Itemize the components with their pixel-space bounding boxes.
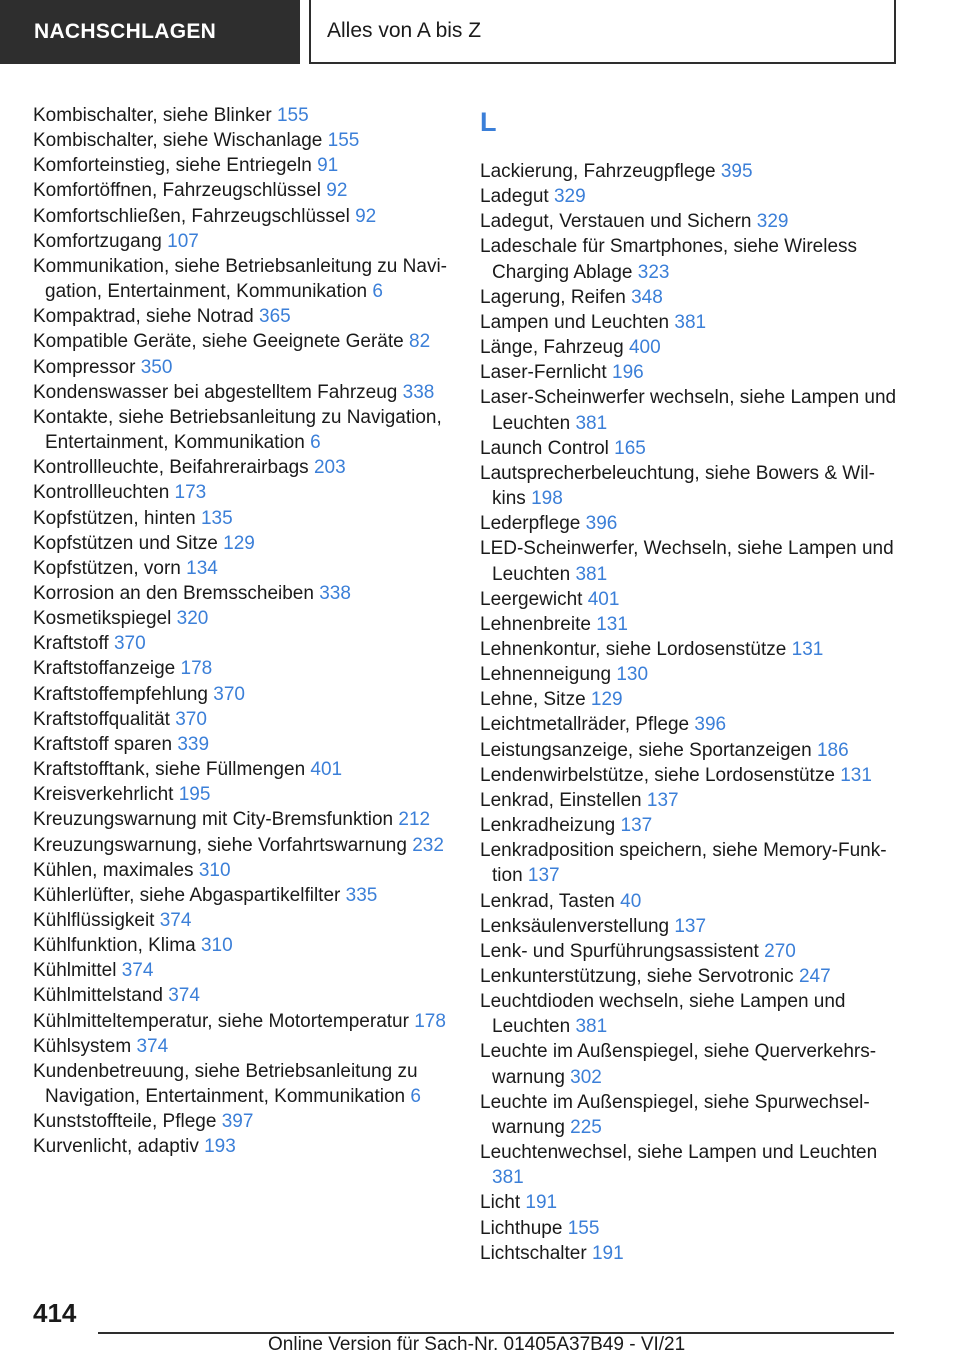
index-entry-term: Kompressor bbox=[33, 356, 136, 378]
page-reference-link[interactable]: 178 bbox=[414, 1010, 446, 1032]
index-entry bbox=[480, 738, 900, 763]
index-entry-term: Kraftstofftank, siehe Füllmengen bbox=[33, 759, 306, 781]
index-entry bbox=[33, 506, 463, 531]
page-reference-link[interactable]: 401 bbox=[587, 588, 620, 610]
index-entry-term: Kopfstützen und Sitze bbox=[33, 532, 218, 554]
index-entry-term: Lehnenkontur, siehe Lordosenstütze bbox=[480, 638, 787, 660]
index-entry-term: Lenkradposition speichern, siehe Memory-Funktion bbox=[480, 840, 887, 887]
page-reference-link[interactable]: 191 bbox=[525, 1192, 558, 1214]
index-entry-term: Komfortschließen, Fahrzeugschlüssel bbox=[33, 205, 350, 227]
index-entry-term: Leuchtenwechsel, siehe Lampen und Leuchten bbox=[480, 1142, 878, 1164]
index-entry-term: Lenksäulenverstellung bbox=[480, 915, 670, 937]
index-entry bbox=[33, 329, 463, 354]
index-entry bbox=[480, 964, 900, 989]
page-reference-link[interactable]: 137 bbox=[646, 789, 679, 811]
index-entry bbox=[480, 1190, 900, 1215]
index-entry-term: Kombischalter, siehe Blinker bbox=[33, 105, 272, 126]
index-entry bbox=[480, 536, 900, 586]
index-entry bbox=[33, 833, 463, 858]
page-reference-link[interactable]: 401 bbox=[310, 759, 343, 781]
index-column-left bbox=[33, 103, 463, 1160]
index-entry-term: Lichtschalter bbox=[480, 1242, 587, 1264]
index-entry bbox=[480, 1140, 900, 1190]
index-entry bbox=[480, 889, 900, 914]
index-entry bbox=[480, 838, 900, 888]
page-reference-link[interactable]: 335 bbox=[345, 884, 378, 906]
page-reference-link[interactable]: 374 bbox=[159, 910, 192, 931]
page-reference-link[interactable]: 137 bbox=[620, 815, 653, 837]
index-entry-term: Ladeschale für Smartphones, siehe Wireless Charging Ablage bbox=[480, 236, 858, 283]
index-entry bbox=[480, 612, 900, 637]
index-entry bbox=[33, 229, 463, 254]
index-entry-term: Kombischalter, siehe Wischanlage bbox=[33, 130, 323, 152]
index-entry-term: Kühlfunktion, Klima bbox=[33, 935, 196, 957]
page-reference-link[interactable]: 323 bbox=[637, 261, 670, 283]
index-entry-term: Lautsprecherbeleuchtung, siehe Bowers & Wilkins bbox=[480, 462, 875, 510]
index-entry-term: Kopfstützen, vorn bbox=[33, 557, 181, 579]
index-entry-term: Leergewicht bbox=[480, 588, 583, 610]
index-entry bbox=[33, 1034, 463, 1059]
index-entry bbox=[33, 178, 463, 203]
index-letter-heading: L bbox=[480, 107, 497, 137]
index-entry bbox=[33, 1109, 463, 1134]
page-reference-link[interactable]: 370 bbox=[175, 708, 207, 730]
index-entry-term: Leuchte im Außenspiegel, siehe Spurwechselwarnung bbox=[480, 1091, 870, 1138]
index-entry bbox=[480, 1039, 900, 1089]
page-reference-link[interactable]: 338 bbox=[319, 582, 351, 604]
index-entry-term: Korrosion an den Bremsscheiben bbox=[33, 582, 314, 604]
index-entry bbox=[33, 908, 463, 933]
index-entry bbox=[33, 153, 463, 178]
index-entry bbox=[33, 455, 463, 480]
index-entry bbox=[33, 531, 463, 556]
page-reference-link[interactable]: 155 bbox=[327, 130, 360, 152]
page-reference-link[interactable]: 191 bbox=[591, 1242, 624, 1264]
index-entry bbox=[480, 285, 900, 310]
page-reference-link[interactable]: 173 bbox=[174, 482, 207, 504]
page-reference-link[interactable]: 107 bbox=[167, 230, 199, 252]
index-entry bbox=[33, 958, 463, 983]
page-reference-link[interactable]: 129 bbox=[223, 532, 255, 554]
page-reference-link[interactable]: 6 bbox=[372, 281, 383, 303]
page-reference-link[interactable]: 396 bbox=[694, 714, 727, 736]
index-entry bbox=[480, 436, 900, 461]
index-entry-term: Kühlsystem bbox=[33, 1035, 132, 1057]
page-reference-link[interactable]: 82 bbox=[409, 331, 431, 353]
page-reference-link[interactable]: 195 bbox=[178, 784, 211, 806]
index-entry-term: Lampen und Leuchten bbox=[480, 311, 670, 333]
index-entry-term: Kommunikation, siehe Betriebsanleitung zu Navigation, Entertainment, Kommunikation bbox=[33, 255, 447, 303]
index-entry bbox=[480, 159, 900, 184]
page-reference-link[interactable]: 130 bbox=[616, 664, 649, 686]
index-entry-term: Kontakte, siehe Betriebsanleitung zu Navigation, Entertainment, Kommunikation bbox=[33, 406, 442, 454]
page-reference-link[interactable]: 198 bbox=[531, 488, 563, 510]
page-reference-link[interactable]: 381 bbox=[575, 563, 608, 585]
index-entry bbox=[33, 1134, 463, 1159]
index-entry bbox=[480, 939, 900, 964]
page-reference-link[interactable]: 134 bbox=[186, 557, 218, 579]
page-reference-link[interactable]: 348 bbox=[631, 286, 663, 308]
index-entry bbox=[33, 858, 463, 883]
page-reference-link[interactable]: 129 bbox=[590, 689, 623, 711]
page-reference-link[interactable]: 400 bbox=[628, 337, 661, 359]
page-reference-link[interactable]: 320 bbox=[176, 608, 209, 630]
index-entry-term: Leistungsanzeige, siehe Sportanzeigen bbox=[480, 739, 812, 761]
index-entry bbox=[33, 757, 463, 782]
index-entry bbox=[33, 807, 463, 832]
page-reference-link[interactable]: 339 bbox=[177, 733, 210, 755]
index-entry bbox=[33, 933, 463, 958]
index-entry bbox=[33, 682, 463, 707]
index-entry-term: Ladegut bbox=[480, 186, 549, 208]
page-reference-link[interactable]: 329 bbox=[756, 211, 789, 233]
page-reference-link[interactable]: 6 bbox=[310, 432, 321, 454]
index-entry bbox=[480, 662, 900, 687]
index-entry bbox=[480, 637, 900, 662]
index-entry-term: Kühlerlüfter, siehe Abgaspartikelfilter bbox=[33, 884, 341, 906]
index-entry bbox=[480, 788, 900, 813]
page-reference-link[interactable]: 203 bbox=[313, 457, 346, 479]
index-entry-term: Kreisverkehrlicht bbox=[33, 784, 174, 806]
page-reference-link[interactable]: 396 bbox=[585, 513, 618, 535]
page-reference-link[interactable]: 350 bbox=[140, 356, 173, 378]
index-entry-term: Kontrollleuchte, Beifahrerairbags bbox=[33, 457, 309, 479]
page-reference-link[interactable]: 310 bbox=[198, 859, 231, 881]
index-entry-term: Komfortöffnen, Fahrzeugschlüssel bbox=[33, 180, 321, 202]
index-entry bbox=[33, 556, 463, 581]
page-reference-link[interactable]: 165 bbox=[614, 437, 646, 459]
index-entry bbox=[480, 687, 900, 712]
page-reference-link[interactable]: 310 bbox=[200, 935, 233, 957]
index-entry bbox=[33, 254, 463, 304]
index-entry-term: Kundenbetreuung, siehe Betriebsanleitung zu Navigation, Entertainment, Kommunikation bbox=[33, 1060, 418, 1108]
index-entry bbox=[33, 304, 463, 329]
page-reference-link[interactable]: 381 bbox=[674, 311, 707, 333]
index-entry-term: Kompatible Geräte, siehe Geeignete Geräte bbox=[33, 331, 404, 353]
index-entry bbox=[480, 184, 900, 209]
page-reference-link[interactable]: 329 bbox=[553, 186, 586, 208]
index-entry-term: Kraftstoffanzeige bbox=[33, 658, 176, 680]
index-entry bbox=[480, 1216, 900, 1241]
index-entry-term: Lenkrad, Einstellen bbox=[480, 789, 642, 811]
page-reference-link[interactable]: 374 bbox=[121, 960, 154, 982]
index-entry-term: Lenkrad, Tasten bbox=[480, 890, 615, 912]
index-entry-term: Lackierung, Fahrzeugpflege bbox=[480, 161, 716, 182]
index-entry bbox=[33, 581, 463, 606]
index-entry bbox=[480, 813, 900, 838]
page-reference-link[interactable]: 137 bbox=[527, 865, 560, 887]
index-entry-term: Kraftstoff sparen bbox=[33, 733, 173, 755]
index-entry-term: Leuchte im Außenspiegel, siehe Querverkehrswarnung bbox=[480, 1041, 877, 1088]
index-entry bbox=[33, 355, 463, 380]
page-reference-link[interactable]: 186 bbox=[816, 739, 849, 761]
index-entry-term: Kurvenlicht, adaptiv bbox=[33, 1136, 199, 1158]
index-entry-term: Laser-Fernlicht bbox=[480, 362, 607, 384]
page-reference-link[interactable]: 196 bbox=[612, 362, 644, 384]
page-reference-link[interactable]: 338 bbox=[402, 381, 435, 403]
index-entry bbox=[480, 1090, 900, 1140]
page-reference-link[interactable]: 270 bbox=[764, 940, 796, 962]
index-entry-term: Leichtmetallräder, Pflege bbox=[480, 714, 690, 736]
index-entry bbox=[33, 631, 463, 656]
index-entry-term: Kondenswasser bei abgestelltem Fahrzeug bbox=[33, 381, 398, 403]
index-entry-term: Lendenwirbelstütze, siehe Lordosenstütze bbox=[480, 764, 835, 786]
page-reference-link[interactable]: 232 bbox=[412, 834, 444, 856]
page-reference-link[interactable]: 212 bbox=[398, 809, 431, 831]
index-entry bbox=[480, 310, 900, 335]
page-reference-link[interactable]: 365 bbox=[259, 306, 291, 328]
index-entry bbox=[480, 989, 900, 1039]
index-entry bbox=[33, 782, 463, 807]
page-reference-link[interactable]: 247 bbox=[798, 966, 831, 987]
index-entry bbox=[480, 335, 900, 360]
index-entry bbox=[480, 914, 900, 939]
page-reference-link[interactable]: 155 bbox=[567, 1217, 600, 1239]
page-reference-link[interactable]: 397 bbox=[221, 1111, 254, 1133]
footer-version: Online Version für Sach-Nr. 01405A37B49 - VI/21 bbox=[268, 1334, 686, 1355]
page-reference-link[interactable]: 225 bbox=[570, 1116, 602, 1138]
index-entry bbox=[480, 587, 900, 612]
index-entry-term: Kraftstoff bbox=[33, 633, 109, 655]
page-reference-link[interactable]: 302 bbox=[570, 1066, 602, 1088]
page-reference-link[interactable]: 6 bbox=[410, 1086, 421, 1108]
index-entry bbox=[33, 1059, 463, 1109]
page-reference-link[interactable]: 381 bbox=[492, 1167, 524, 1189]
index-entry bbox=[480, 385, 900, 435]
index-entry bbox=[480, 511, 900, 536]
index-entry bbox=[480, 209, 900, 234]
index-entry bbox=[33, 103, 463, 128]
page-reference-link[interactable]: 381 bbox=[575, 412, 608, 434]
page-reference-link[interactable]: 374 bbox=[136, 1035, 169, 1057]
index-entry bbox=[33, 204, 463, 229]
index-entry-term: Laser-Scheinwerfer wechseln, siehe Lampen und Leuchten bbox=[480, 387, 897, 434]
index-entry-term: Lagerung, Reifen bbox=[480, 286, 626, 308]
index-entry-term: Kunststoffteile, Pflege bbox=[33, 1111, 217, 1133]
index-entry-term: Kühlmitteltemperatur, siehe Motortemperatur bbox=[33, 1010, 409, 1032]
index-entry bbox=[33, 1009, 463, 1034]
index-entry-term: Kühlflüssigkeit bbox=[33, 910, 155, 931]
page-reference-link[interactable]: 381 bbox=[575, 1016, 608, 1038]
page-reference-link[interactable]: 178 bbox=[180, 658, 213, 680]
index-entry bbox=[33, 883, 463, 908]
section-tab: NACHSCHLAGEN bbox=[0, 0, 300, 64]
index-entry-term: Komforteinstieg, siehe Entriegeln bbox=[33, 155, 312, 177]
index-entry-term: Kosmetikspiegel bbox=[33, 608, 172, 630]
index-entry bbox=[480, 360, 900, 385]
index-entry-term: Kraftstoffqualität bbox=[33, 708, 170, 730]
index-entry-term: Kompaktrad, siehe Notrad bbox=[33, 306, 254, 328]
page-reference-link[interactable]: 135 bbox=[200, 507, 233, 529]
index-entry bbox=[33, 606, 463, 631]
index-entry-term: Lederpflege bbox=[480, 513, 581, 535]
index-entry-term: Lichthupe bbox=[480, 1217, 563, 1239]
page-reference-link[interactable]: 131 bbox=[791, 638, 824, 660]
page-reference-link[interactable]: 131 bbox=[840, 764, 872, 786]
index-entry-term: Ladegut, Verstauen und Sichern bbox=[480, 211, 752, 233]
index-entry bbox=[33, 707, 463, 732]
index-entry-term: Kreuzungswarnung mit City-Bremsfunktion bbox=[33, 809, 394, 831]
index-entry-term: Launch Control bbox=[480, 437, 609, 459]
index-entry bbox=[33, 405, 463, 455]
index-entry-term: Länge, Fahrzeug bbox=[480, 337, 624, 359]
page-reference-link[interactable]: 395 bbox=[720, 161, 753, 182]
index-entry-term: Kühlen, maximales bbox=[33, 859, 194, 881]
index-entry-term: Lehnenneigung bbox=[480, 664, 612, 686]
page-reference-link[interactable]: 193 bbox=[204, 1136, 236, 1158]
index-entry-term: Lenkradheizung bbox=[480, 815, 616, 837]
index-entry-term: Lenkunterstützung, siehe Servotronic bbox=[480, 966, 794, 987]
index-entry-term: Kopfstützen, hinten bbox=[33, 507, 196, 529]
index-entry bbox=[33, 128, 463, 153]
index-entry bbox=[480, 234, 900, 284]
page-reference-link[interactable]: 137 bbox=[674, 915, 707, 937]
index-entry-term: Kreuzungswarnung, siehe Vorfahrtswarnung bbox=[33, 834, 407, 856]
index-entry bbox=[480, 1241, 900, 1266]
index-column-right bbox=[480, 103, 900, 1266]
index-entry-term: Kontrollleuchten bbox=[33, 482, 170, 504]
page-reference-link[interactable]: 91 bbox=[317, 155, 339, 177]
index-entry-term: Lehne, Sitze bbox=[480, 689, 586, 711]
index-entry-term: Komfortzugang bbox=[33, 230, 162, 252]
page-reference-link[interactable]: 40 bbox=[620, 890, 642, 912]
page-reference-link[interactable]: 131 bbox=[596, 613, 628, 635]
index-entry bbox=[480, 763, 900, 788]
index-entry bbox=[33, 732, 463, 757]
index-entry-term: Kühlmittelstand bbox=[33, 985, 163, 1007]
index-entry-term: LED-Scheinwerfer, Wechseln, siehe Lampen und Leuchten bbox=[480, 538, 894, 585]
page-reference-link[interactable]: 370 bbox=[113, 633, 146, 655]
index-entry bbox=[33, 480, 463, 505]
index-entry-term: Lenk- und Spurführungsassistent bbox=[480, 940, 759, 962]
index-entry bbox=[480, 461, 900, 511]
index-entry bbox=[480, 712, 900, 737]
subsection-title: Alles von A bis Z bbox=[309, 0, 896, 64]
page-reference-link[interactable]: 92 bbox=[355, 205, 377, 227]
index-entry-term: Kraftstoffempfehlung bbox=[33, 683, 208, 705]
index-entry-term: Licht bbox=[480, 1192, 521, 1214]
page-reference-link[interactable]: 92 bbox=[326, 180, 348, 202]
index-entry-term: Leuchtdioden wechseln, siehe Lampen und Leuchten bbox=[480, 991, 846, 1038]
page-reference-link[interactable]: 155 bbox=[276, 105, 309, 126]
page-reference-link[interactable]: 374 bbox=[168, 985, 200, 1007]
index-entry bbox=[33, 380, 463, 405]
index-entry-term: Lehnenbreite bbox=[480, 613, 591, 635]
index-entry bbox=[33, 656, 463, 681]
index-entry bbox=[33, 983, 463, 1008]
index-entry-term: Kühlmittel bbox=[33, 960, 117, 982]
page-reference-link[interactable]: 370 bbox=[213, 683, 245, 705]
page-number: 414 bbox=[33, 1298, 77, 1328]
